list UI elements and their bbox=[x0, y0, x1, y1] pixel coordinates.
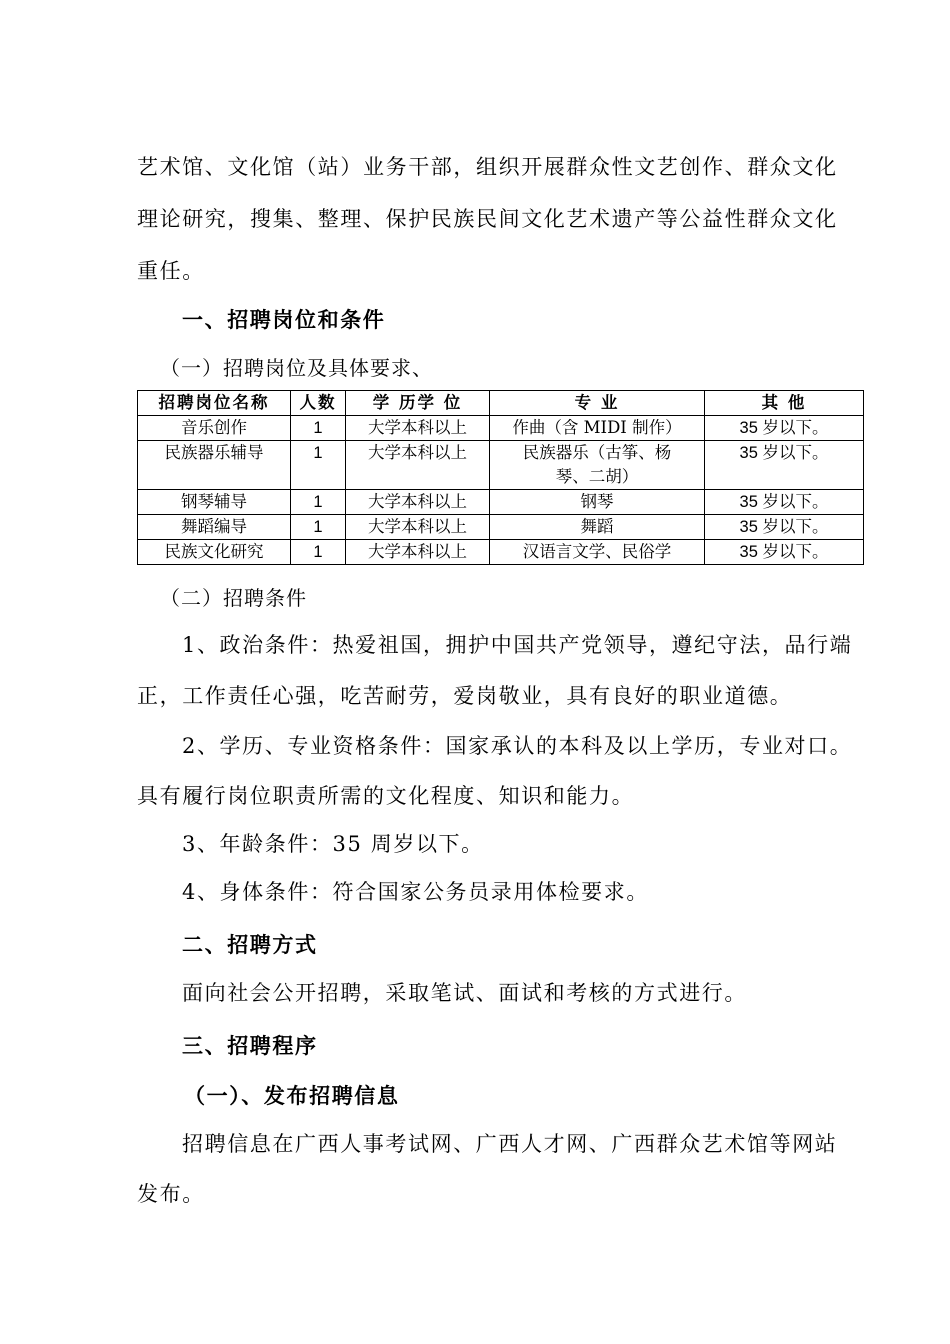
condition-1-line-2: 正，工作责任心强，吃苦耐劳，爱岗敬业，具有良好的职业道德。 bbox=[137, 684, 793, 708]
cell-count: 1 bbox=[291, 490, 346, 515]
table-row bbox=[138, 515, 864, 540]
cell-position: 钢琴辅导 bbox=[138, 490, 291, 515]
cell-major: 汉语言文学、民俗学 bbox=[490, 540, 705, 565]
section-2-text: 面向社会公开招聘，采取笔试、面试和考核的方式进行。 bbox=[182, 981, 747, 1005]
section-3-text-line-1: 招聘信息在广西人事考试网、广西人才网、广西群众艺术馆等网站 bbox=[182, 1132, 838, 1156]
cell-other: 35 岁以下。 bbox=[705, 515, 864, 540]
cell-other: 35 岁以下。 bbox=[705, 441, 864, 490]
intro-line-1: 艺术馆、文化馆（站）业务干部，组织开展群众性文艺创作、群众文化 bbox=[137, 155, 838, 179]
section-2-heading: 二、招聘方式 bbox=[182, 933, 318, 957]
section-1-sub-2: （二）招聘条件 bbox=[160, 586, 307, 610]
cell-count: 1 bbox=[291, 515, 346, 540]
section-1-sub-1: （一）招聘岗位及具体要求、 bbox=[160, 356, 433, 380]
cell-count: 1 bbox=[291, 540, 346, 565]
condition-4: 4、身体条件：符合国家公务员录用体检要求。 bbox=[182, 880, 649, 904]
section-3-heading: 三、招聘程序 bbox=[182, 1034, 318, 1058]
condition-2-line-2: 具有履行岗位职责所需的文化程度、知识和能力。 bbox=[137, 784, 635, 808]
cell-count: 1 bbox=[291, 416, 346, 441]
table-header-row bbox=[138, 391, 864, 416]
table-row bbox=[138, 490, 864, 515]
cell-position: 民族文化研究 bbox=[138, 540, 291, 565]
table-row bbox=[138, 540, 864, 565]
cell-other: 35 岁以下。 bbox=[705, 416, 864, 441]
cell-position: 民族器乐辅导 bbox=[138, 441, 291, 490]
col-header-count: 人数 bbox=[291, 391, 346, 416]
cell-position: 音乐创作 bbox=[138, 416, 291, 441]
cell-position: 舞蹈编导 bbox=[138, 515, 291, 540]
positions-table bbox=[137, 390, 864, 565]
section-3-text-line-2: 发布。 bbox=[137, 1182, 205, 1206]
table-row bbox=[138, 416, 864, 441]
intro-line-3: 重任。 bbox=[137, 259, 205, 283]
section-3-sub-1: （一）、发布招聘信息 bbox=[184, 1084, 400, 1108]
cell-degree: 大学本科以上 bbox=[346, 515, 490, 540]
table-row bbox=[138, 441, 864, 490]
cell-degree: 大学本科以上 bbox=[346, 416, 490, 441]
col-header-degree: 学 历学 位 bbox=[346, 391, 490, 416]
cell-major: 作曲（含 MIDI 制作） bbox=[490, 416, 705, 441]
cell-degree: 大学本科以上 bbox=[346, 490, 490, 515]
cell-other: 35 岁以下。 bbox=[705, 490, 864, 515]
condition-1-line-1: 1、政治条件：热爱祖国，拥护中国共产党领导，遵纪守法，品行端 bbox=[182, 633, 853, 657]
col-header-other: 其 他 bbox=[705, 391, 864, 416]
cell-major: 民族器乐（古筝、杨琴、二胡） bbox=[490, 441, 705, 490]
intro-line-2: 理论研究，搜集、整理、保护民族民间文化艺术遗产等公益性群众文化 bbox=[137, 207, 838, 231]
cell-degree: 大学本科以上 bbox=[346, 540, 490, 565]
cell-major: 舞蹈 bbox=[490, 515, 705, 540]
cell-other: 35 岁以下。 bbox=[705, 540, 864, 565]
col-header-major: 专 业 bbox=[490, 391, 705, 416]
col-header-position: 招聘岗位名称 bbox=[138, 391, 291, 416]
condition-2-line-1: 2、学历、专业资格条件：国家承认的本科及以上学历，专业对口。 bbox=[182, 734, 853, 758]
condition-3: 3、年龄条件：35 周岁以下。 bbox=[182, 832, 484, 856]
section-1-heading: 一、招聘岗位和条件 bbox=[182, 308, 386, 332]
cell-count: 1 bbox=[291, 441, 346, 490]
cell-major: 钢琴 bbox=[490, 490, 705, 515]
cell-degree: 大学本科以上 bbox=[346, 441, 490, 490]
